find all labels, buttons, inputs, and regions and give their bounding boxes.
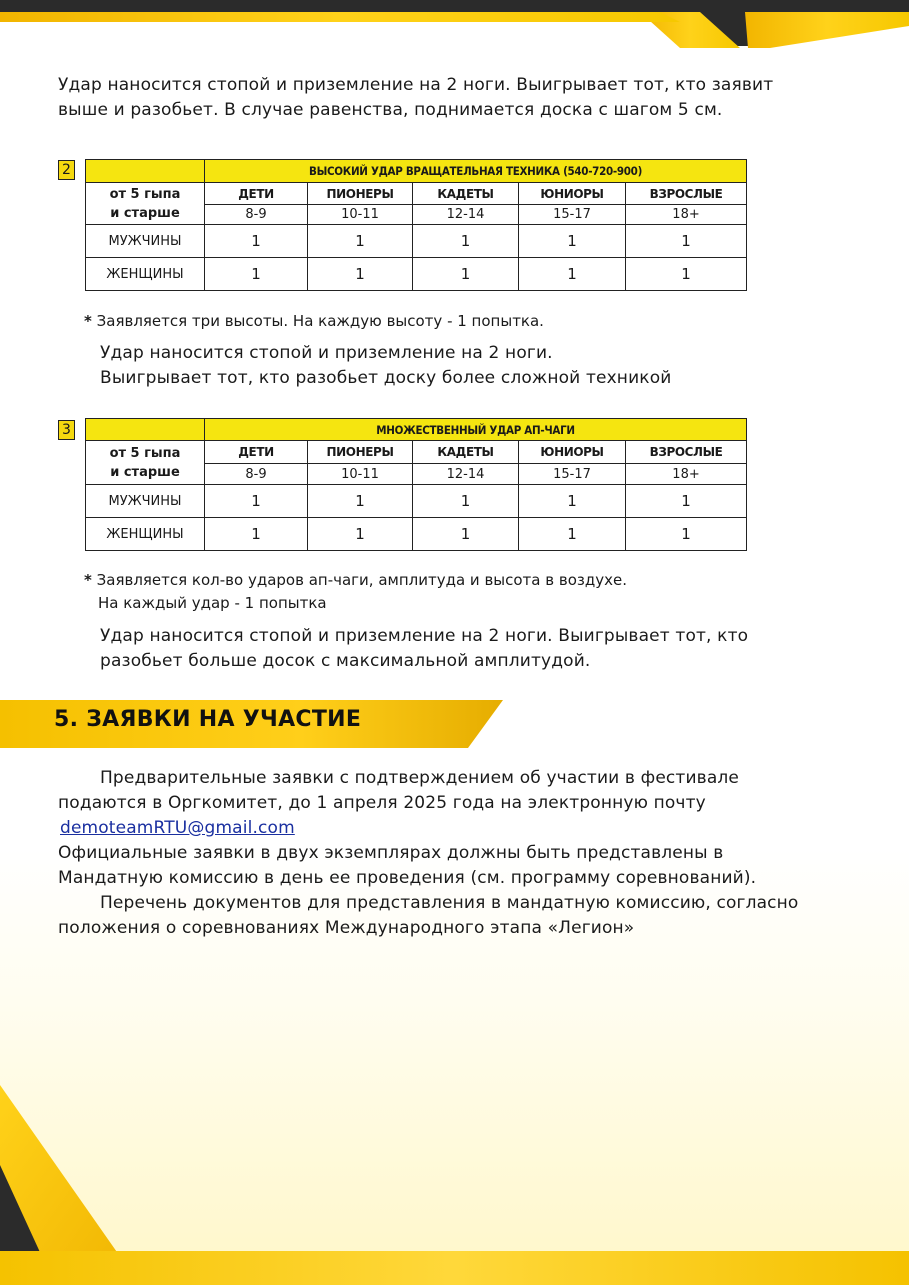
- table-2-category: ПИОНЕРЫ: [308, 183, 413, 205]
- note-2-text: Заявляется три высоты. На каждую высоту - 1 попытка.: [96, 312, 544, 330]
- table-3-category: ДЕТИ: [205, 441, 308, 464]
- section-5-body: [58, 766, 798, 941]
- section-5-line-4: Мандатную комиссию в день ее проведения (см. программу соревнований).: [58, 868, 757, 888]
- email-link[interactable]: demoteamRTU@gmail.com: [60, 818, 295, 838]
- note-3-text-2: На каждый удар - 1 попытка: [98, 594, 327, 612]
- table-3-note: [84, 569, 627, 615]
- table-3-age: 15-17: [519, 464, 626, 485]
- intro-paragraph: [58, 73, 773, 123]
- table-2-category: КАДЕТЫ: [413, 183, 519, 205]
- table-3-corner-line-1: от 5 гыпа: [109, 445, 181, 461]
- table-3-number: 3: [58, 420, 75, 440]
- table-2-corner-line-1: от 5 гыпа: [109, 186, 181, 202]
- section-title: 5. ЗАЯВКИ НА УЧАСТИЕ: [54, 707, 362, 732]
- table-3-corner-line-2: и старше: [110, 464, 180, 480]
- section-5-line-6: положения о соревнованиях Международного этапа «Легион»: [58, 918, 635, 938]
- table-cell: 1: [308, 225, 413, 258]
- table-2-corner-header: [86, 160, 205, 183]
- table-cell: 1: [205, 485, 308, 518]
- table-2-corner: [86, 183, 205, 225]
- table-3-category: ПИОНЕРЫ: [308, 441, 413, 464]
- table-row: [86, 485, 747, 518]
- table-2-age: 15-17: [519, 205, 626, 225]
- bottom-decor-band: [0, 1251, 909, 1285]
- table-cell: 1: [205, 225, 308, 258]
- table-cell: 1: [413, 225, 519, 258]
- section-5-line-2: подаются в Оргкомитет, до 1 апреля 2025 года на электронную почту: [58, 793, 706, 813]
- rule-2-line-2: Выигрывает тот, кто разобьет доску более сложной техникой: [100, 368, 672, 388]
- table-3-age: 18+: [626, 464, 747, 485]
- rule-3-line-1: Удар наносится стопой и приземление на 2 ноги. Выигрывает тот, кто: [100, 626, 749, 646]
- note-3-text-1: Заявляется кол-во ударов ап-чаги, амплитуда и высота в воздухе.: [96, 571, 627, 589]
- intro-line-2: выше и разобьет. В случае равенства, поднимается доска с шагом 5 см.: [58, 100, 723, 120]
- note-asterisk: *: [84, 312, 92, 330]
- table-cell: 1: [308, 485, 413, 518]
- table-2-title: ВЫСОКИЙ УДАР ВРАЩАТЕЛЬНАЯ ТЕХНИКА (540-720-900): [205, 160, 747, 183]
- note-asterisk: *: [84, 571, 92, 589]
- table-cell: 1: [519, 225, 626, 258]
- table-cell: 1: [626, 518, 747, 551]
- table-3-category: ЮНИОРЫ: [519, 441, 626, 464]
- table-3-row-label: МУЖЧИНЫ: [86, 485, 205, 518]
- table-2-age: 10-11: [308, 205, 413, 225]
- table-2-number: 2: [58, 160, 75, 180]
- section-5-line-3: Официальные заявки в двух экземплярах должны быть представлены в: [58, 843, 724, 863]
- table-2-rule: [100, 341, 671, 391]
- table-2-age: 12-14: [413, 205, 519, 225]
- table-3-category: КАДЕТЫ: [413, 441, 519, 464]
- table-cell: 1: [626, 225, 747, 258]
- table-2-row-label: МУЖЧИНЫ: [86, 225, 205, 258]
- table-2-note: [84, 310, 544, 333]
- table-2-category: ДЕТИ: [205, 183, 308, 205]
- table-high-kick: [85, 159, 747, 291]
- table-cell: 1: [413, 518, 519, 551]
- top-decor-band: [0, 0, 909, 60]
- table-row: [86, 258, 747, 291]
- table-3-row-label: ЖЕНЩИНЫ: [86, 518, 205, 551]
- rule-2-line-1: Удар наносится стопой и приземление на 2 ноги.: [100, 343, 553, 363]
- table-cell: 1: [519, 485, 626, 518]
- table-cell: 1: [519, 258, 626, 291]
- table-cell: 1: [519, 518, 626, 551]
- table-cell: 1: [626, 485, 747, 518]
- table-3-corner-header: [86, 419, 205, 441]
- table-cell: 1: [413, 258, 519, 291]
- table-2-category: ЮНИОРЫ: [519, 183, 626, 205]
- table-2-row-label: ЖЕНЩИНЫ: [86, 258, 205, 291]
- rule-3-line-2: разобьет больше досок с максимальной амплитудой.: [100, 651, 591, 671]
- table-cell: 1: [413, 485, 519, 518]
- table-2-category: ВЗРОСЛЫЕ: [626, 183, 747, 205]
- table-multiple-kick: [85, 418, 747, 551]
- table-2-age: 8-9: [205, 205, 308, 225]
- table-cell: 1: [308, 518, 413, 551]
- table-cell: 1: [308, 258, 413, 291]
- table-3-corner: [86, 441, 205, 485]
- intro-line-1: Удар наносится стопой и приземление на 2 ноги. Выигрывает тот, кто заявит: [58, 75, 774, 95]
- section-5-line-5: Перечень документов для представления в мандатную комиссию, согласно: [100, 893, 799, 913]
- table-3-category: ВЗРОСЛЫЕ: [626, 441, 747, 464]
- table-cell: 1: [626, 258, 747, 291]
- table-cell: 1: [205, 518, 308, 551]
- table-2-age: 18+: [626, 205, 747, 225]
- table-2-corner-line-2: и старше: [110, 205, 180, 221]
- table-3-age: 10-11: [308, 464, 413, 485]
- table-3-title: МНОЖЕСТВЕННЫЙ УДАР АП-ЧАГИ: [205, 419, 747, 441]
- section-5-line-1: Предварительные заявки с подтверждением об участии в фестивале: [100, 768, 740, 788]
- table-3-age: 12-14: [413, 464, 519, 485]
- table-3-rule: [100, 624, 748, 674]
- table-row: [86, 518, 747, 551]
- table-row: [86, 225, 747, 258]
- table-cell: 1: [205, 258, 308, 291]
- table-3-age: 8-9: [205, 464, 308, 485]
